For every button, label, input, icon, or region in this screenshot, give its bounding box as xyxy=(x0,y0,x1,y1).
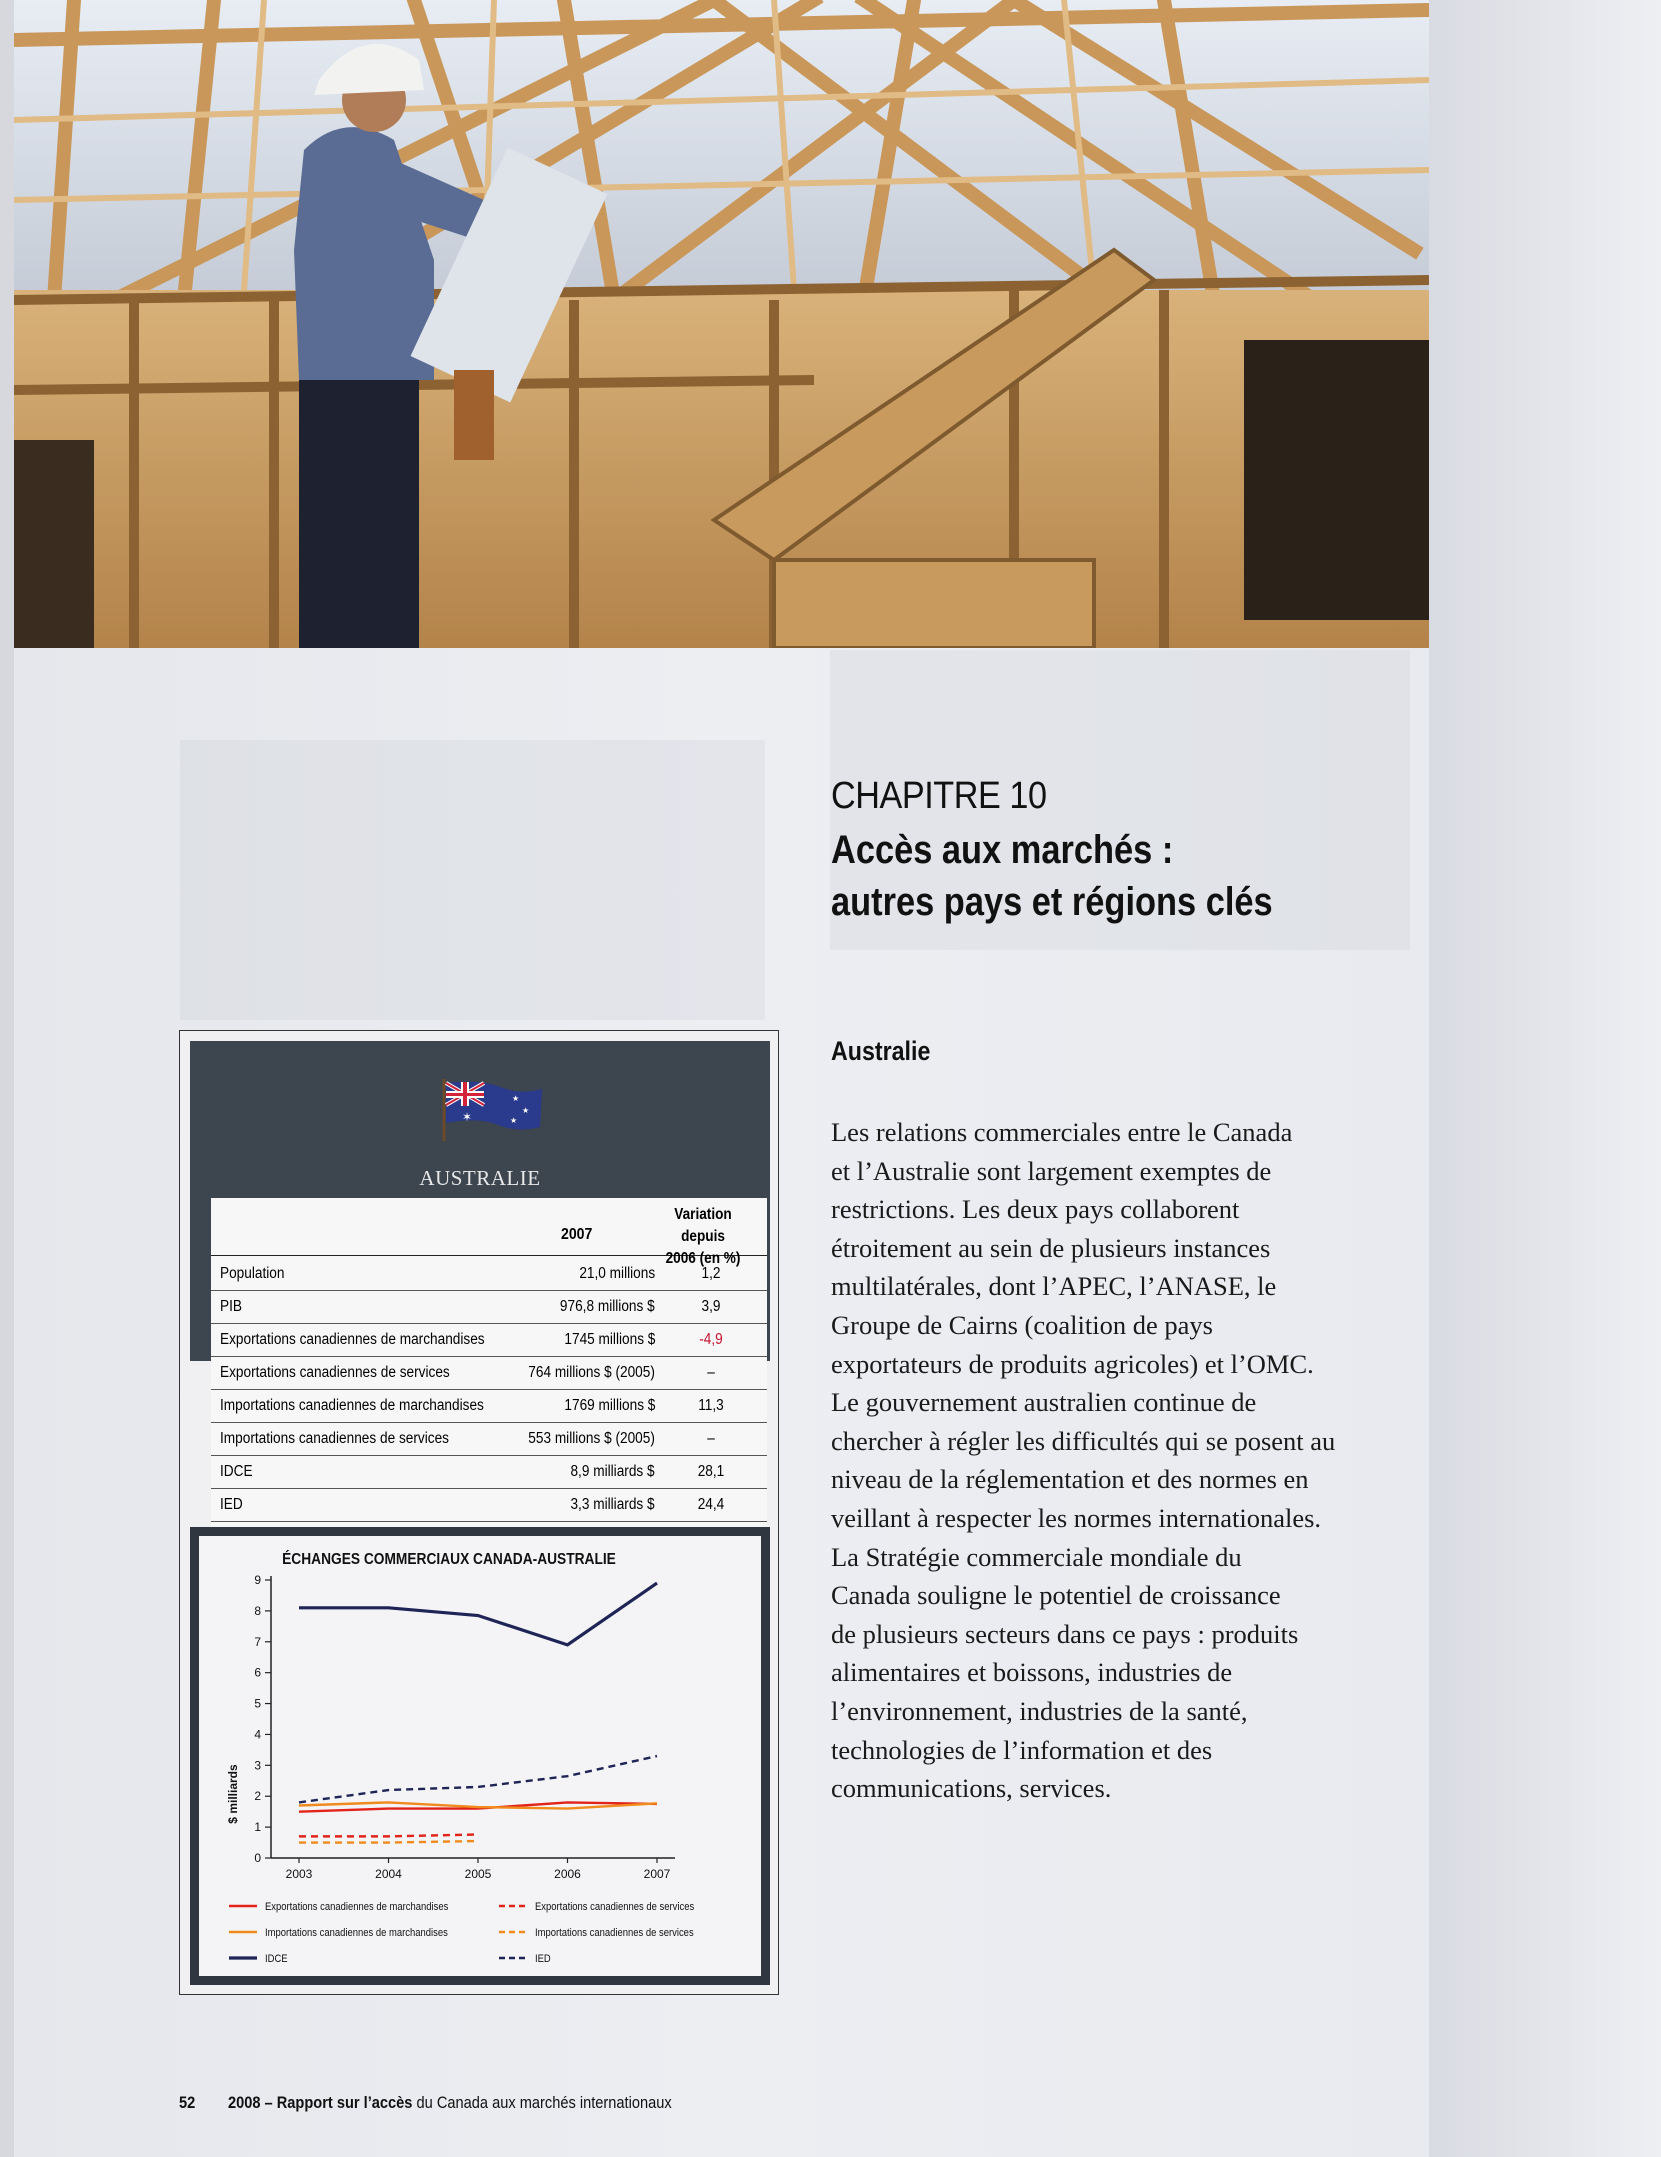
legend-label: Exportations canadiennes de marchandises xyxy=(265,1901,449,1914)
hero-photo xyxy=(14,0,1429,648)
stats-table xyxy=(211,1198,767,1560)
chapter-title xyxy=(831,824,1313,928)
body-line: multilatérales, dont l’APEC, l’ANASE, le xyxy=(831,1271,1277,1302)
table-row xyxy=(211,1422,767,1456)
row-value: 764 millions $ (2005) xyxy=(528,1364,655,1381)
trade-chart xyxy=(199,1536,761,1976)
legend-label: IED xyxy=(535,1953,551,1966)
body-line: Le gouvernement australien continue de xyxy=(831,1387,1257,1418)
row-label: Importations canadiennes de services xyxy=(220,1430,449,1447)
series-line-5 xyxy=(299,1756,657,1802)
y-tick-label: 7 xyxy=(254,1634,261,1649)
y-tick-label: 9 xyxy=(254,1573,261,1587)
svg-text:✶: ✶ xyxy=(462,1110,473,1124)
y-tick-label: 0 xyxy=(254,1851,261,1865)
body-line: Les relations commerciales entre le Canada xyxy=(831,1117,1293,1147)
body-line: de plusieurs secteurs dans ce pays : produits xyxy=(831,1618,1299,1649)
page-left-edge xyxy=(0,0,14,2157)
y-tick-label: 5 xyxy=(254,1696,261,1711)
row-change: 1,2 xyxy=(701,1265,721,1282)
row-label: IDCE xyxy=(220,1463,253,1480)
chart-title: ÉCHANGES COMMERCIAUX CANADA-AUSTRALIE xyxy=(282,1550,616,1569)
body-line: niveau de la réglementation et des normes en xyxy=(831,1464,1309,1495)
country-fact-box xyxy=(179,1030,779,1995)
trade-chart-frame xyxy=(190,1527,770,1985)
y-tick-label: 2 xyxy=(254,1789,261,1804)
chapter-title-line-1: Accès aux marchés : xyxy=(831,828,1174,872)
body-line: restrictions. Les deux pays collaborent xyxy=(831,1194,1240,1225)
footer-title-rest: du Canada aux marchés internationaux xyxy=(412,2093,672,2112)
chart-axes xyxy=(254,1573,675,1881)
series-line-3 xyxy=(299,1841,478,1843)
australia-flag-icon xyxy=(440,1079,545,1141)
table-row xyxy=(211,1389,767,1423)
row-label: PIB xyxy=(220,1298,242,1315)
chapter-label: CHAPITRE 10 xyxy=(831,775,1047,817)
column-header-change-line-1: Variation depuis xyxy=(674,1206,732,1245)
y-tick-label: 8 xyxy=(254,1603,261,1618)
row-value: 976,8 millions $ xyxy=(560,1298,655,1315)
table-row xyxy=(211,1488,767,1522)
row-label: IED xyxy=(220,1496,243,1513)
row-value: 553 millions $ (2005) xyxy=(528,1430,655,1447)
column-header-change-line-2: 2006 (en %) xyxy=(665,1250,741,1267)
fact-box-country-name: AUSTRALIE xyxy=(419,1166,541,1190)
row-value: 3,3 milliards $ xyxy=(570,1496,655,1513)
row-change: 3,9 xyxy=(701,1298,721,1315)
row-value: 1745 millions $ xyxy=(564,1331,655,1348)
body-line: veillant à respecter les normes internationales. xyxy=(831,1502,1322,1533)
body-line: Groupe de Cairns (coalition de pays xyxy=(831,1309,1213,1340)
body-line: Canada souligne le potentiel de croissance xyxy=(831,1580,1281,1611)
body-line: technologies de l’information et des xyxy=(831,1734,1213,1765)
body-line: exportateurs de produits agricoles) et l’OMC. xyxy=(831,1348,1314,1379)
page-number: 52 xyxy=(179,2093,196,2112)
body-line: l’environnement, industries de la santé, xyxy=(831,1695,1248,1726)
column-header-year: 2007 xyxy=(561,1226,593,1243)
footer-title-bold: 2008 – Rapport sur l’accès xyxy=(227,2093,413,2112)
series-line-4 xyxy=(299,1583,657,1645)
chart-series xyxy=(299,1583,657,1842)
row-change: 28,1 xyxy=(697,1463,725,1480)
row-label: Population xyxy=(220,1265,285,1282)
x-tick-label: 2005 xyxy=(464,1867,492,1881)
page-gutter-shadow xyxy=(1429,0,1661,2157)
row-label: Importations canadiennes de marchandises xyxy=(220,1397,484,1414)
body-line: La Stratégie commerciale mondiale du xyxy=(831,1541,1242,1572)
chapter-title-line-2: autres pays et régions clés xyxy=(831,880,1273,924)
row-change: – xyxy=(707,1364,715,1381)
y-tick-label: 3 xyxy=(254,1758,261,1773)
legend-label: Importations canadiennes de marchandises xyxy=(265,1927,448,1940)
row-value: 21,0 millions xyxy=(579,1265,655,1282)
svg-text:★: ★ xyxy=(522,1106,530,1115)
y-tick-label: 4 xyxy=(254,1727,261,1742)
legend-label: IDCE xyxy=(265,1953,288,1966)
body-line: étroitement au sein de plusieurs instances xyxy=(831,1232,1271,1263)
table-row xyxy=(211,1455,767,1489)
legend-label: Importations canadiennes de services xyxy=(535,1927,694,1940)
row-value: 1769 millions $ xyxy=(564,1397,655,1414)
row-label: Exportations canadiennes de marchandises xyxy=(220,1331,485,1348)
x-tick-label: 2003 xyxy=(285,1867,313,1881)
row-change: – xyxy=(707,1430,715,1447)
body-line: chercher à régler les difficultés qui se posent au xyxy=(831,1425,1336,1456)
section-heading: Australie xyxy=(831,1036,931,1066)
row-change-negative: -4,9 xyxy=(699,1331,723,1348)
row-label: Exportations canadiennes de services xyxy=(220,1364,450,1381)
body-line: alimentaires et boissons, industries de xyxy=(831,1657,1233,1688)
table-row xyxy=(211,1356,767,1390)
table-row xyxy=(211,1290,767,1324)
row-value: 8,9 milliards $ xyxy=(570,1463,655,1480)
trade-line-chart xyxy=(199,1536,761,1976)
body-line: communications, services. xyxy=(831,1773,1112,1804)
row-change: 24,4 xyxy=(697,1496,725,1513)
series-line-1 xyxy=(299,1835,478,1837)
page-footer xyxy=(179,2093,672,2113)
stats-table-header xyxy=(211,1198,767,1267)
row-change: 11,3 xyxy=(698,1397,724,1414)
body-paragraph xyxy=(831,1113,1431,1808)
x-tick-label: 2007 xyxy=(643,1867,671,1881)
table-row xyxy=(211,1323,767,1357)
chart-legend xyxy=(229,1901,694,1965)
body-line: et l’Australie sont largement exemptes de xyxy=(831,1155,1272,1186)
bleed-through-block xyxy=(180,740,765,1020)
x-tick-label: 2004 xyxy=(375,1867,402,1881)
x-tick-label: 2006 xyxy=(554,1867,581,1881)
y-axis-label: $ milliards xyxy=(226,1764,240,1824)
fact-box-header xyxy=(190,1041,770,1513)
legend-label: Exportations canadiennes de services xyxy=(535,1901,695,1914)
construction-photo-illustration xyxy=(14,0,1429,648)
svg-text:★: ★ xyxy=(512,1094,520,1103)
y-tick-label: 1 xyxy=(254,1820,261,1835)
svg-text:★: ★ xyxy=(510,1116,518,1125)
table-row xyxy=(211,1257,767,1291)
y-tick-label: 6 xyxy=(254,1665,261,1680)
